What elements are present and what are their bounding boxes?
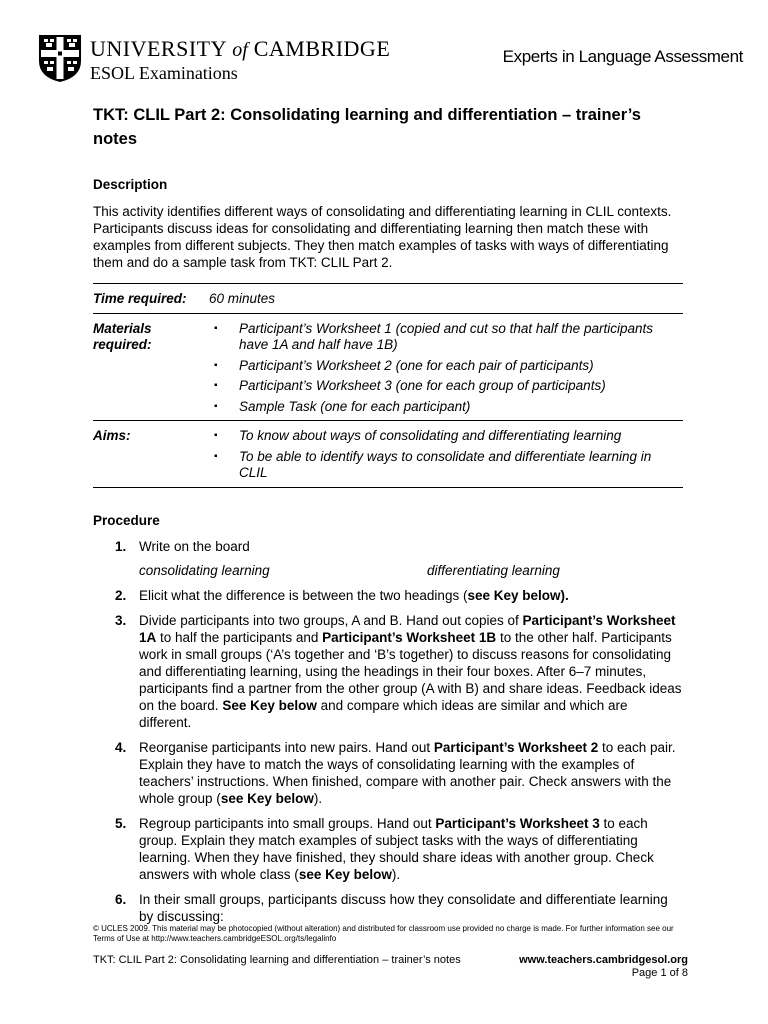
aims-list: [209, 428, 683, 482]
esol-examinations: ESOL Examinations: [90, 63, 238, 83]
procedure-steps: [93, 538, 683, 925]
bullet-icon: ▪: [214, 400, 218, 412]
info-table: [93, 283, 683, 488]
aims-label: Aims:: [93, 421, 209, 488]
university-name: UNIVERSITY of CAMBRIDGE: [90, 36, 391, 61]
time-value: 60 minutes: [209, 284, 683, 314]
description-text: This activity identifies different ways of consolidating and differentiating learning in CLIL contexts. Participants discuss ideas for consolidating and differentiating learning then match these with examples from different subjects. They then match examples of tasks with ways of differentiating them and do a sample task from TKT: CLIL Part 2.: [93, 204, 672, 270]
time-label: Time required:: [93, 284, 209, 314]
materials-row: [93, 313, 683, 421]
list-item: ▪ Sample Task (one for each participant): [214, 398, 471, 414]
list-item: ▪ Participant’s Worksheet 1 (copied and cut so that half the participants have 1A and half have 1B): [214, 320, 653, 352]
bullet-icon: ▪: [214, 359, 218, 371]
procedure-step-3: 3. Divide participants into two groups, A and B. Hand out copies of Participant’s Worksheet 1A to half the participants and Participant’s Worksheet 1B to the other half. Participants work in small groups (‘A’s together and ‘B’s together) to discuss reasons for consolidating and differentiating learning, using the headings in their four boxes. After 6–7 minutes, participants find a partner from the other group (A with B) and share ideas. Feedback ideas on the board. See Key below and compare which ideas are similar and which are different.: [115, 612, 682, 730]
procedure-step-2: 2. Elicit what the difference is between the two headings (see Key below).: [115, 587, 569, 603]
footer: [93, 954, 688, 967]
materials-list: [209, 321, 683, 416]
footer-doc-title: TKT: CLIL Part 2: Consolidating learning and differentiation – trainer’s notes: [93, 954, 461, 966]
bullet-icon: ▪: [214, 450, 218, 462]
university-crest-icon: [37, 33, 83, 83]
footer-website-link[interactable]: www.teachers.cambridgesol.org: [519, 954, 688, 966]
page-title: TKT: CLIL Part 2: Consolidating learning and differentiation – trainer’s notes: [93, 106, 641, 148]
list-item: ▪ To be able to identify ways to consolidate and differentiate learning in CLIL: [214, 448, 652, 480]
time-row: [93, 284, 683, 314]
procedure-step-6: 6. In their small groups, participants discuss how they consolidate and differentiate learning by discussing:: [115, 891, 668, 924]
aims-row: [93, 421, 683, 488]
bullet-icon: ▪: [214, 430, 218, 441]
tagline: Experts in Language Assessment: [502, 47, 743, 66]
board-headings: consolidating learning differentiating learning: [139, 562, 560, 578]
page-number: Page 1 of 8: [631, 967, 688, 979]
copyright-notice: © UCLES 2009. This material may be photocopied (without alteration) and distributed for classroom use provided no charge is made. For further information see our Terms of Use at http://www.teachers.cambridgeESOL.org/ts/legalinfo: [93, 924, 674, 943]
materials-label: Materials required:: [93, 313, 209, 421]
main-content: [93, 103, 683, 933]
list-item: ▪ To know about ways of consolidating and differentiating learning: [214, 428, 622, 443]
procedure-step-4: 4. Reorganise participants into new pairs. Hand out Participant’s Worksheet 2 to each pair. Explain they have to match the ways of consolidating learning with the examples of teachers’ instructions. When finished, compare with another pair. Check answers with the whole group (see Key below).: [115, 739, 676, 806]
page-header: [37, 33, 743, 83]
procedure-heading: Procedure: [93, 512, 160, 528]
procedure-step-1: 1. Write on the board consolidating learning differentiating learning: [93, 538, 683, 579]
list-item: ▪ Participant’s Worksheet 2 (one for each pair of participants): [214, 357, 594, 373]
description-heading: Description: [93, 177, 168, 192]
list-item: ▪ Participant’s Worksheet 3 (one for each group of participants): [214, 378, 606, 393]
bullet-icon: ▪: [214, 322, 218, 334]
bullet-icon: ▪: [214, 380, 218, 391]
procedure-step-5: 5. Regroup participants into small groups. Hand out Participant’s Worksheet 3 to each group. Explain they match examples of subject tasks with the ways of differentiating learning. When they have finished, they should share ideas with another group. Check answers with whole class (see Key below).: [115, 815, 654, 882]
